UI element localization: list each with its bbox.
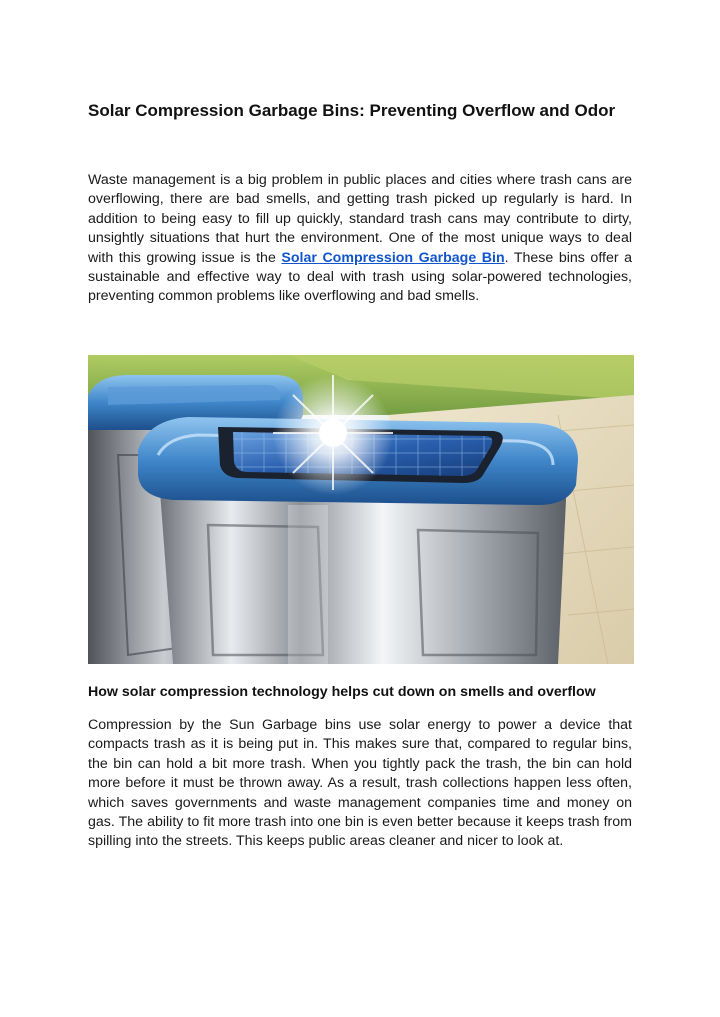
- intro-text-after-link: . These bins offer a sustainable and effective way to deal with trash using solar-powered technologies, preventing common problems like overflowing and bad smells.: [88, 249, 633, 305]
- solar-compression-garbage-bin-link[interactable]: Solar Compression Garbage Bin: [281, 249, 505, 266]
- solar-bin-illustration: [88, 355, 634, 664]
- intro-text-before-link: Waste management is a big problem in public places and cities where trash cans are overflowing, there are bad smells, and getting trash picked up regularly is hard. In addition to being easy to fill up quickly, standard trash cans may contribute to dirty, unsightly situations that hurt the environment. One of the most unique ways to deal with this growing issue is the: [88, 172, 632, 266]
- section-heading: How solar compression technology helps cut down on smells and overflow: [88, 684, 596, 700]
- solar-bin-image: [88, 355, 634, 664]
- section-body-paragraph: Compression by the Sun Garbage bins use solar energy to power a device that compacts trash as it is being put in. This makes sure that, compared to regular bins, the bin can hold a bit more trash. When you tightly pack the trash, the bin can hold more before it must be thrown away. As a result, trash collections happen less often, which saves governments and waste management companies time and money on gas. The ability to fit more trash into one bin is even better because it keeps trash from spilling into the streets. This keeps public areas cleaner and nicer to look at.: [88, 717, 632, 850]
- document-title: Solar Compression Garbage Bins: Preventing Overflow and Odor: [88, 101, 616, 120]
- intro-paragraph: [88, 171, 632, 307]
